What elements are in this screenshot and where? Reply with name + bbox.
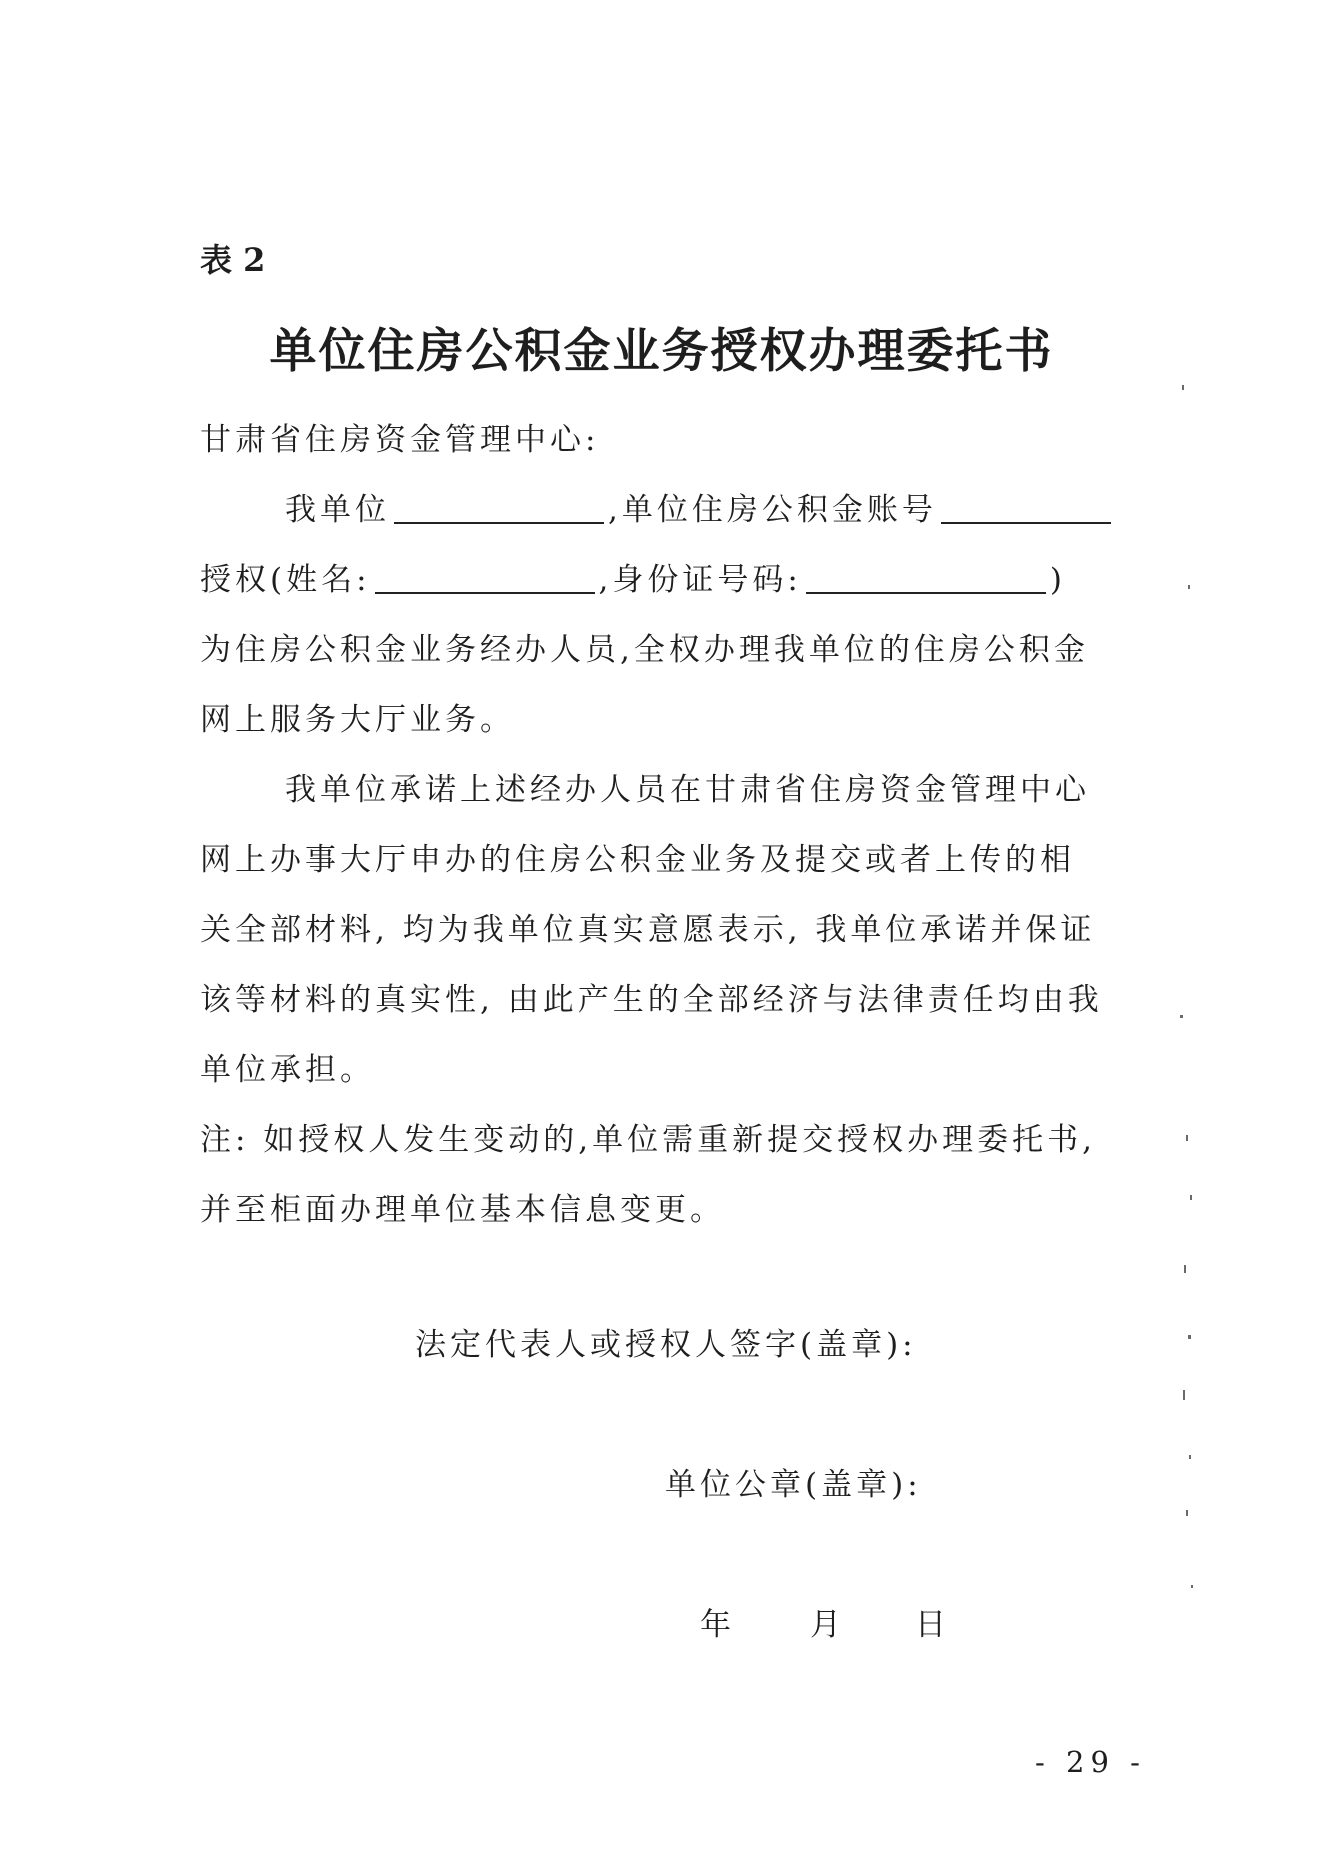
- agent-name-blank[interactable]: [375, 564, 595, 594]
- scan-speck: [1189, 1455, 1191, 1459]
- line1-prefix: 我单位: [285, 492, 390, 528]
- scan-speck: [1183, 1390, 1185, 1400]
- authorization-line-3: 为住房公积金业务经办人员,全权办理我单位的住房公积金: [200, 632, 1089, 668]
- scan-speck: [1190, 1195, 1192, 1200]
- scan-speck: [1186, 1510, 1188, 1516]
- scan-speck: [1180, 1015, 1183, 1018]
- unit-name-blank[interactable]: [394, 494, 604, 524]
- note-line: 注: 如授权人发生变动的,单位需重新提交授权办理委托书,: [200, 1122, 1097, 1158]
- scan-speck: [1186, 1135, 1188, 1141]
- commitment-line: 关全部材料, 均为我单位真实意愿表示, 我单位承诺并保证: [200, 912, 1096, 948]
- commitment-line: 单位承担。: [200, 1052, 375, 1088]
- scan-speck: [1182, 385, 1184, 390]
- addressee: 甘肃省住房资金管理中心:: [200, 422, 600, 458]
- line1-middle: ,单位住房公积金账号: [608, 492, 937, 528]
- commitment-line: 我单位承诺上述经办人员在甘肃省住房资金管理中心: [285, 772, 1090, 808]
- scan-speck: [1188, 585, 1190, 589]
- scan-speck: [1191, 1585, 1193, 1588]
- note-line: 并至柜面办理单位基本信息变更。: [200, 1192, 725, 1228]
- account-number-blank[interactable]: [941, 494, 1111, 524]
- form-label: 表 2: [200, 241, 266, 279]
- commitment-line: 网上办事大厅申办的住房公积金业务及提交或者上传的相: [200, 842, 1075, 878]
- authorization-line-1: [285, 490, 1115, 530]
- authorization-line-2: [200, 560, 1066, 600]
- authorization-line-4: 网上服务大厅业务。: [200, 702, 515, 738]
- date-month: 月: [810, 1607, 841, 1643]
- line2-prefix: 授权(姓名:: [200, 562, 371, 598]
- page-number: - 29 -: [1035, 1745, 1146, 1779]
- line2-suffix: ): [1049, 562, 1066, 598]
- commitment-line: 该等材料的真实性, 由此产生的全部经济与法律责任均由我: [200, 982, 1103, 1018]
- signature-label: 法定代表人或授权人签字(盖章):: [415, 1327, 917, 1363]
- id-number-blank[interactable]: [806, 564, 1046, 594]
- scan-speck: [1184, 1265, 1186, 1273]
- seal-label: 单位公章(盖章):: [665, 1467, 922, 1503]
- date-day: 日: [915, 1607, 946, 1643]
- date-year: 年: [700, 1607, 731, 1643]
- line2-middle: ,身份证号码:: [598, 562, 802, 598]
- document-title: 单位住房公积金业务授权办理委托书: [269, 324, 1054, 379]
- scan-speck: [1188, 1335, 1191, 1339]
